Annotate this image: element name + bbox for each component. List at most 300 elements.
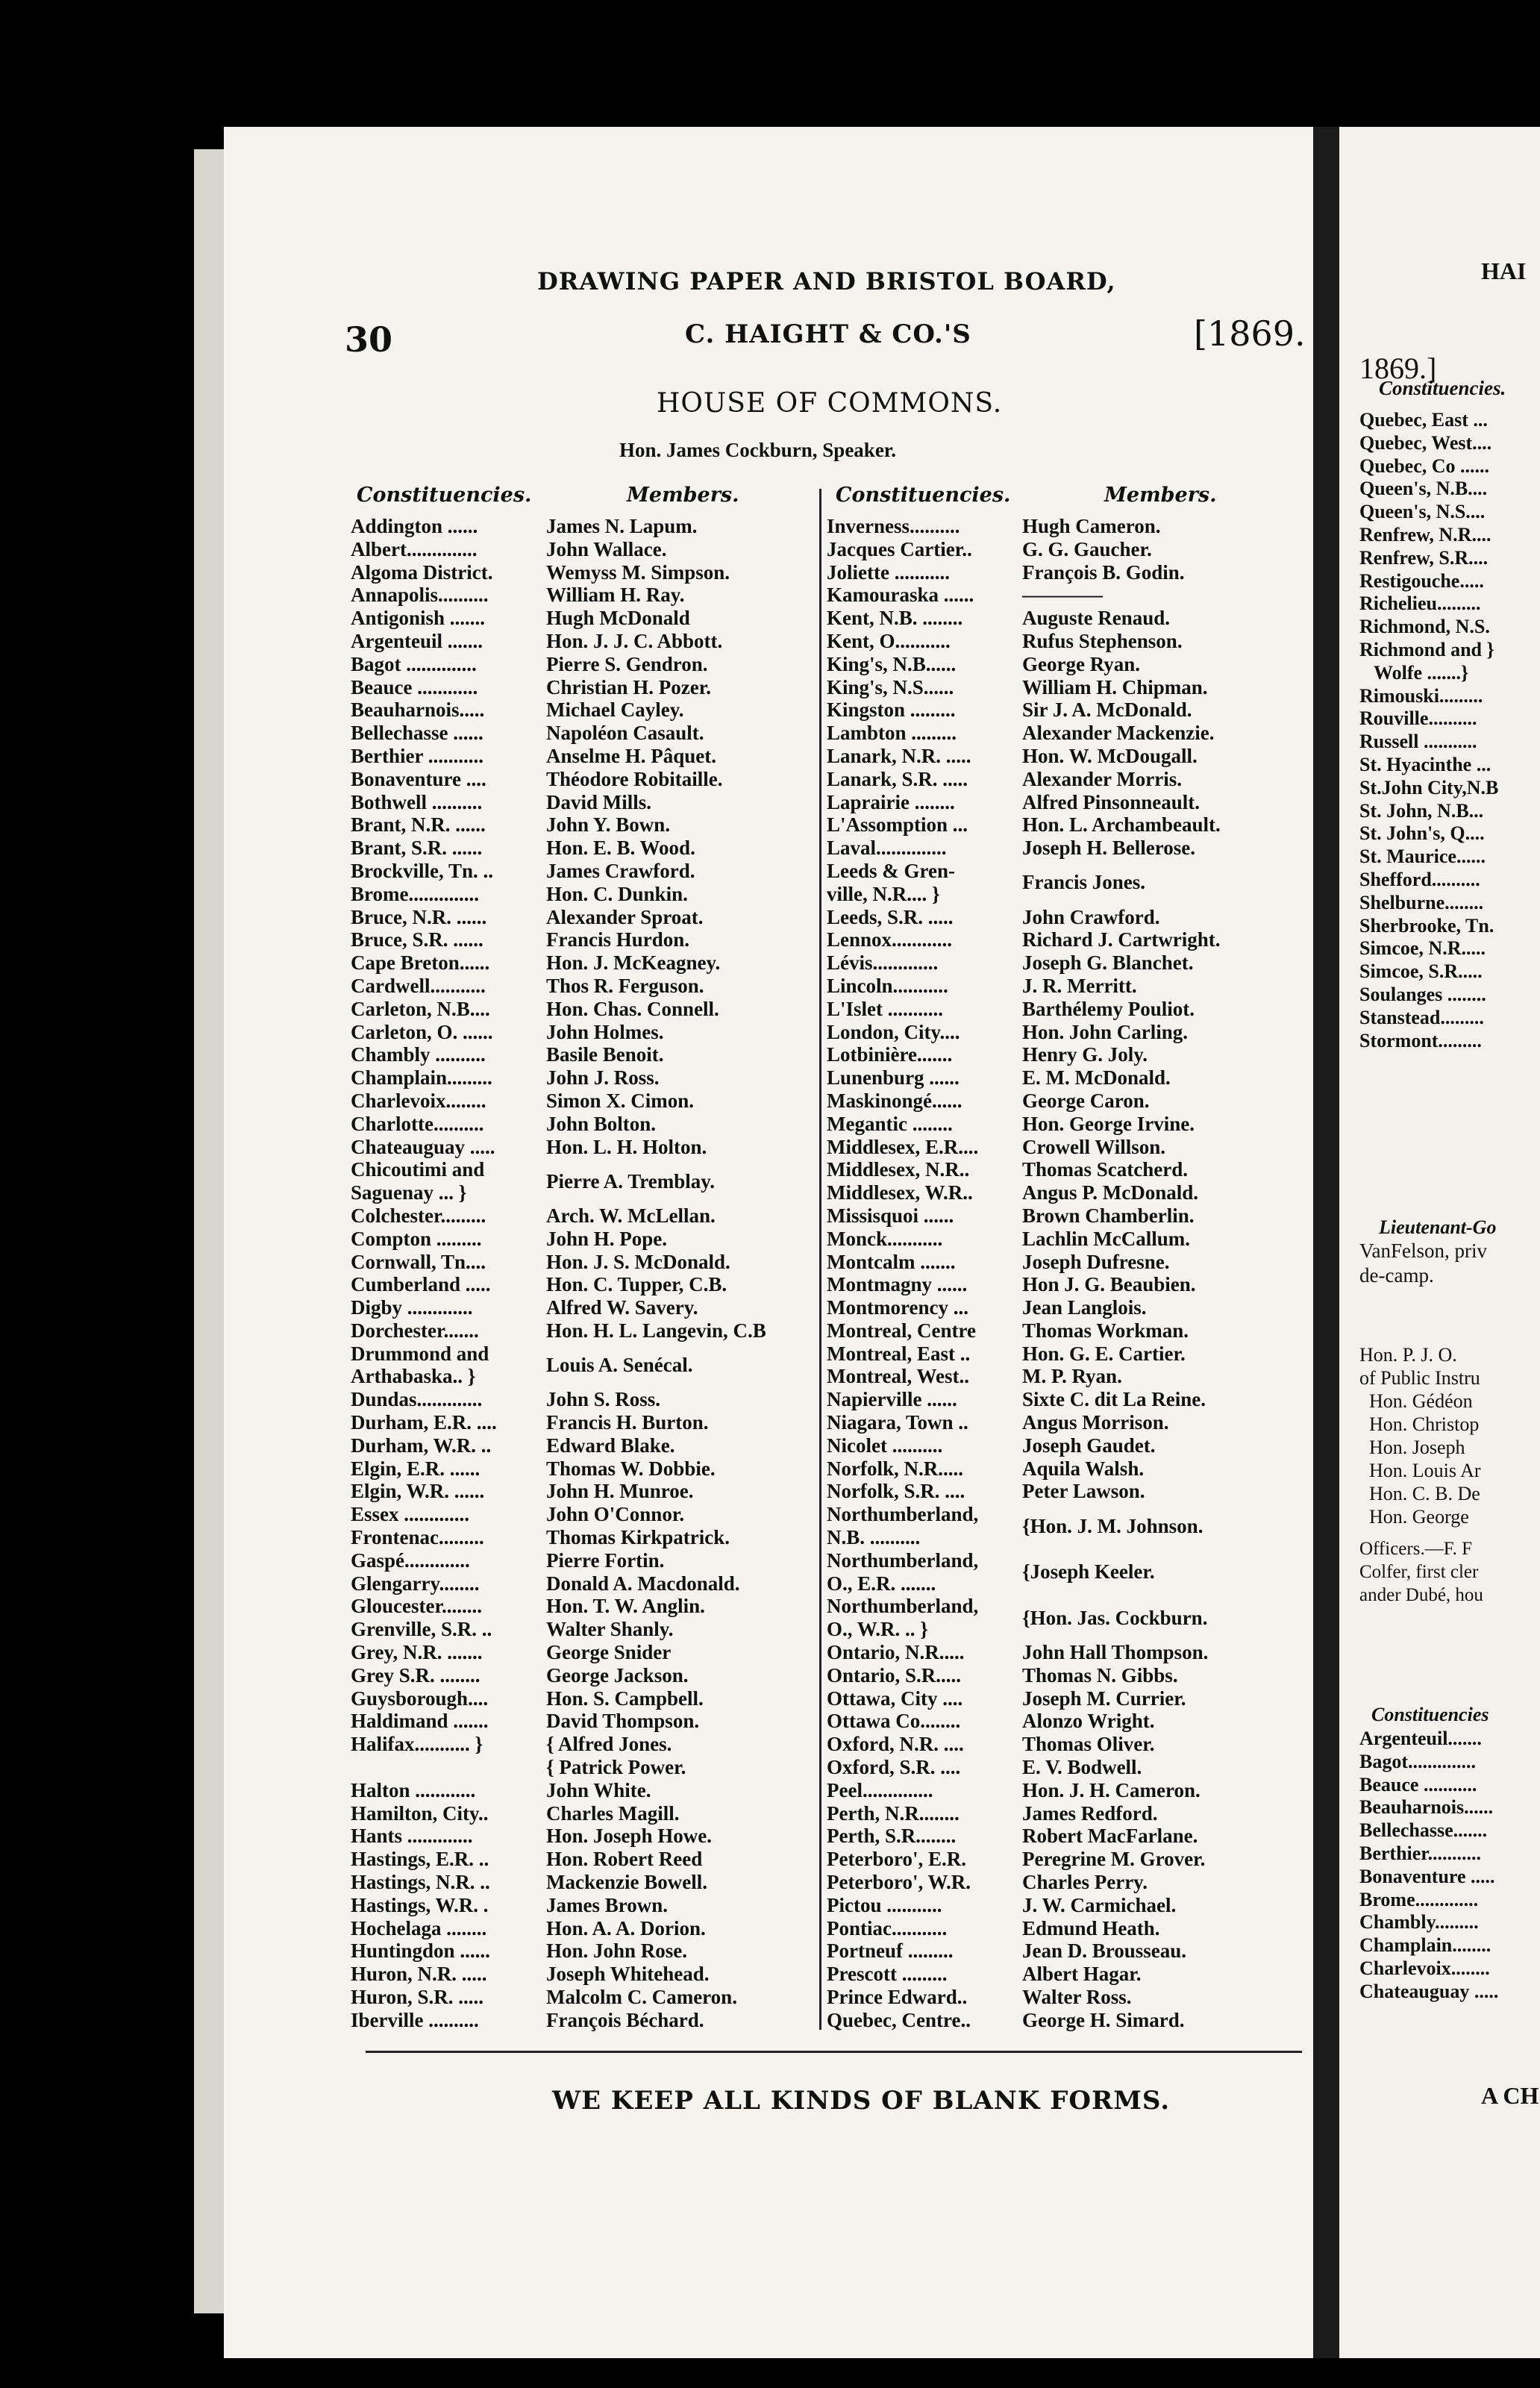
- list-item: Rimouski.........: [1359, 684, 1483, 707]
- member-name: John H. Munroe.: [546, 1480, 694, 1503]
- list-item: Brome.............: [1359, 1888, 1479, 1910]
- table-row: [827, 1434, 1221, 1457]
- right-page-list-2: [1359, 1728, 1498, 2004]
- member-name: Crowell Willson.: [1022, 1135, 1166, 1158]
- constituency-name: Bagot ..............: [351, 652, 477, 675]
- table-row: [351, 1963, 766, 1986]
- constituency-name: Charlevoix........: [351, 1089, 486, 1112]
- constituency-name: Prescott .........: [827, 1963, 948, 1986]
- constituency-name: L'Islet ...........: [827, 997, 944, 1020]
- constituency-name: Lincoln...........: [827, 974, 948, 997]
- table-row: [827, 906, 1221, 929]
- member-name: John White.: [546, 1778, 651, 1801]
- constituency-name: Norfolk, N.R.....: [827, 1457, 963, 1480]
- member-name: Hon. L. Archambeault.: [1022, 813, 1221, 837]
- constituency-name: Pontiac...........: [827, 1916, 948, 1940]
- table-row: [351, 975, 766, 998]
- table-row: [827, 1825, 1221, 1848]
- member-name: Thomas W. Dobbie.: [546, 1457, 716, 1480]
- constituency-name: Napierville ......: [827, 1388, 957, 1411]
- member-name: Hon. Chas. Connell.: [546, 997, 719, 1020]
- table-row: [827, 538, 1221, 561]
- constituency-name: Essex .............: [351, 1503, 470, 1526]
- table-row: [827, 1365, 1221, 1388]
- list-item: Stormont.........: [1359, 1029, 1482, 1051]
- constituency-name: Haldimand .......: [351, 1710, 489, 1733]
- constituency-name: Brome..............: [351, 882, 479, 905]
- table-row: [351, 1549, 766, 1572]
- table-row: [827, 1802, 1221, 1825]
- constituency-name: L'Assomption ...: [827, 813, 968, 837]
- table-row: [827, 1043, 1221, 1066]
- list-item: Quebec, West....: [1359, 431, 1492, 454]
- table-row: [351, 1090, 766, 1113]
- table-row: [351, 561, 766, 584]
- member-name: George Ryan.: [1022, 652, 1141, 675]
- member-name: J. R. Merritt.: [1022, 974, 1137, 997]
- list-item: Quebec, East ...: [1359, 409, 1488, 431]
- constituency-name: Pictou ...........: [827, 1893, 942, 1916]
- list-item: Restigouche.....: [1359, 569, 1484, 592]
- constituency-name: Cornwall, Tn....: [351, 1250, 486, 1273]
- member-name: Henry G. Joly.: [1022, 1043, 1148, 1066]
- table-row: [351, 1618, 766, 1641]
- member-name: Alexander Mackenzie.: [1022, 722, 1215, 745]
- table-row: [351, 1641, 766, 1664]
- member-name: Hon. C. Dunkin.: [546, 882, 688, 905]
- table-row: [351, 1066, 766, 1090]
- list-item: Sherbrooke, Tn.: [1359, 914, 1494, 937]
- member-name: Alfred W. Savery.: [546, 1296, 698, 1319]
- constituency-name: Kamouraska ......: [827, 584, 974, 607]
- table-row: [827, 1871, 1221, 1894]
- member-name: Angus Morrison.: [1022, 1411, 1169, 1434]
- table-row: [827, 860, 1221, 906]
- constituency-name: Peterboro', E.R.: [827, 1848, 966, 1871]
- member-name: Charles Magill.: [546, 1801, 680, 1825]
- member-name: Thomas Workman.: [1022, 1319, 1189, 1342]
- constituency-name: Beauce ............: [351, 675, 478, 698]
- constituency-name: Compton .........: [351, 1227, 482, 1250]
- constituency-name: Bonaventure ....: [351, 767, 486, 790]
- member-name: Hon. George Irvine.: [1022, 1112, 1195, 1135]
- member-name: Sixte C. dit La Reine.: [1022, 1388, 1206, 1411]
- table-row: [827, 1710, 1221, 1733]
- constituency-name: Cape Breton......: [351, 951, 490, 975]
- constituency-name: Middlesex, N.R..: [827, 1158, 970, 1181]
- table-row: [827, 1940, 1221, 1963]
- constituency-name: Bellechasse ......: [351, 722, 483, 745]
- list-item: Beauharnois......: [1359, 1796, 1494, 1819]
- constituency-name: Missisquoi ......: [827, 1204, 954, 1227]
- table-row: [827, 951, 1221, 975]
- table-row: [351, 1319, 766, 1343]
- member-name: Théodore Robitaille.: [546, 767, 723, 790]
- constituency-name: Laprairie ........: [827, 790, 955, 813]
- member-name: Thomas Kirkpatrick.: [546, 1526, 730, 1549]
- member-name: Edward Blake.: [546, 1434, 675, 1457]
- table-row: [351, 928, 766, 951]
- right-column-list: [827, 515, 1221, 2032]
- constituency-name: Nicolet ..........: [827, 1434, 943, 1457]
- member-name: Hon J. G. Beaubien.: [1022, 1273, 1196, 1296]
- member-name: Hon. Joseph Howe.: [546, 1825, 713, 1848]
- table-row: [827, 837, 1221, 860]
- book-gutter: [1313, 127, 1339, 2358]
- list-item: Renfrew, N.R....: [1359, 523, 1492, 546]
- table-row: [827, 975, 1221, 998]
- right-members-header: Members.: [1104, 484, 1217, 507]
- member-name: Pierre Fortin.: [546, 1548, 665, 1572]
- member-name: Alexander Morris.: [1022, 767, 1182, 790]
- constituency-name: Montcalm .......: [827, 1250, 956, 1273]
- constituency-name: Peel..............: [827, 1778, 933, 1801]
- constituency-name: Halifax........... }: [351, 1733, 483, 1756]
- table-row: [827, 607, 1221, 630]
- member-name: Christian H. Pozer.: [546, 675, 711, 698]
- member-name: Jean Langlois.: [1022, 1296, 1147, 1319]
- list-item: St. Hyacinthe ...: [1359, 753, 1492, 775]
- member-name: Joseph Whitehead.: [546, 1963, 710, 1986]
- constituency-name: Brockville, Tn. ..: [351, 859, 494, 882]
- member-name: Sir J. A. McDonald.: [1022, 698, 1192, 722]
- table-row: [351, 1595, 766, 1618]
- member-name: { Alfred Jones. { Patrick Power.: [546, 1733, 686, 1779]
- constituency-name: Elgin, W.R. ......: [351, 1480, 485, 1503]
- member-name: Joseph Dufresne.: [1022, 1250, 1170, 1273]
- member-name: Pierre A. Tremblay.: [546, 1169, 715, 1193]
- constituency-name: Annapolis..........: [351, 584, 489, 607]
- constituency-name: Ontario, S.R.....: [827, 1663, 962, 1687]
- constituency-name: Huron, N.R. .....: [351, 1963, 487, 1986]
- member-name: Alexander Sproat.: [546, 905, 704, 928]
- advert-bottom: WE KEEP ALL KINDS OF BLANK FORMS.: [552, 2086, 1171, 2116]
- member-name: James N. Lapum.: [546, 515, 698, 537]
- table-row: [827, 1136, 1221, 1159]
- table-row: [827, 1273, 1221, 1296]
- list-item: St.John City,N.B: [1359, 776, 1499, 798]
- constituency-name: Niagara, Town ..: [827, 1411, 968, 1434]
- table-row: [827, 1986, 1221, 2009]
- right-page-header: HAI: [1481, 257, 1527, 284]
- constituency-name: Huron, S.R. .....: [351, 1986, 484, 2008]
- list-item: Beauce ...........: [1359, 1773, 1477, 1795]
- right-page-bottom: A CH: [1481, 2082, 1539, 2109]
- constituency-name: Albert..............: [351, 537, 478, 560]
- list-item: Wolfe .......}: [1359, 661, 1469, 684]
- table-row: [827, 1894, 1221, 1917]
- table-row: [351, 1871, 766, 1894]
- advert-top: DRAWING PAPER AND BRISTOL BOARD,: [537, 267, 1116, 296]
- member-name: {Hon. J. M. Johnson.: [1022, 1514, 1203, 1537]
- member-name: ————: [1022, 584, 1103, 607]
- table-row: [351, 515, 766, 538]
- constituency-name: Leeds, S.R. .....: [827, 905, 954, 928]
- member-name: Thomas Scatcherd.: [1022, 1158, 1188, 1181]
- member-name: Mackenzie Bowell.: [546, 1871, 707, 1894]
- member-name: Angus P. McDonald.: [1022, 1181, 1199, 1204]
- constituency-name: Oxford, S.R. ....: [827, 1756, 961, 1779]
- table-row: [827, 791, 1221, 814]
- constituency-name: Drummond and Arthabaska.. }: [351, 1342, 489, 1388]
- member-name: E. V. Bodwell.: [1022, 1756, 1142, 1779]
- member-name: Thos R. Ferguson.: [546, 974, 704, 997]
- constituency-name: Gaspé.............: [351, 1548, 470, 1572]
- left-members-header: Members.: [627, 484, 739, 507]
- member-name: E. M. McDonald.: [1022, 1066, 1171, 1090]
- member-name: David Mills.: [546, 790, 652, 813]
- table-row: [351, 998, 766, 1021]
- constituency-name: Monck...........: [827, 1227, 943, 1250]
- constituency-name: Lévis.............: [827, 951, 939, 975]
- list-item: Argenteuil.......: [1359, 1728, 1482, 1749]
- right-page-council-text: Hon. P. J. O. of Public Instru Hon. Gédéon Hon. Christop Hon. Joseph Hon. Louis Ar Hon. C. B. De Hon. George: [1359, 1344, 1481, 1528]
- member-name: John S. Ross.: [546, 1388, 661, 1411]
- member-name: Charles Perry.: [1022, 1871, 1148, 1894]
- member-name: Louis A. Senécal.: [546, 1354, 693, 1377]
- table-row: [827, 676, 1221, 699]
- member-name: George Snider: [546, 1641, 672, 1664]
- constituency-name: Elgin, E.R. ......: [351, 1457, 481, 1480]
- table-row: [827, 1343, 1221, 1366]
- table-row: [351, 1251, 766, 1274]
- constituency-name: Dorchester.......: [351, 1319, 479, 1342]
- constituency-name: Glengarry........: [351, 1572, 480, 1595]
- table-row: [827, 1457, 1221, 1481]
- member-name: Edmund Heath.: [1022, 1916, 1160, 1940]
- table-row: [351, 653, 766, 676]
- table-row: [827, 1021, 1221, 1044]
- constituency-name: Kent, O...........: [827, 629, 951, 652]
- right-page-lg-text: VanFelson, priv de-camp.: [1359, 1240, 1487, 1287]
- member-name: Brown Chamberlin.: [1022, 1204, 1195, 1227]
- table-row: [827, 1848, 1221, 1871]
- member-name: Peregrine M. Grover.: [1022, 1848, 1206, 1871]
- list-item: Bagot..............: [1359, 1750, 1476, 1772]
- constituency-name: Ontario, N.R.....: [827, 1641, 965, 1664]
- constituency-name: Northumberland, O., W.R. .. }: [827, 1595, 979, 1641]
- table-row: [351, 860, 766, 883]
- member-name: John J. Ross.: [546, 1066, 660, 1090]
- list-item: Shelburne........: [1359, 891, 1484, 913]
- constituency-name: Berthier ...........: [351, 744, 483, 767]
- constituency-name: Ottawa, City ....: [827, 1687, 963, 1710]
- table-row: [827, 561, 1221, 584]
- bottom-rule: [366, 2051, 1302, 2053]
- constituency-name: Grey, N.R. .......: [351, 1641, 483, 1664]
- constituency-name: Durham, E.R. ....: [351, 1411, 497, 1434]
- left-column-list: [351, 515, 766, 2032]
- member-name: Richard J. Cartwright.: [1022, 928, 1221, 951]
- list-item: Quebec, Co ......: [1359, 454, 1490, 477]
- table-row: [827, 722, 1221, 745]
- member-name: Hon. S. Campbell.: [546, 1687, 704, 1710]
- member-name: Hon. A. A. Dorion.: [546, 1916, 706, 1940]
- member-name: {Joseph Keeler.: [1022, 1560, 1155, 1584]
- constituency-name: Digby .............: [351, 1296, 473, 1319]
- constituency-name: Cumberland .....: [351, 1273, 491, 1296]
- member-name: Francis Hurdon.: [546, 928, 690, 951]
- constituency-name: Brant, N.R. ......: [351, 813, 486, 837]
- page-number: 30: [345, 319, 393, 360]
- member-name: William H. Chipman.: [1022, 675, 1208, 698]
- list-item: Charlevoix........: [1359, 1957, 1490, 1979]
- table-row: [827, 584, 1221, 607]
- list-item: Richelieu.........: [1359, 593, 1481, 615]
- constituency-name: Hamilton, City..: [351, 1801, 489, 1825]
- table-row: [827, 1480, 1221, 1503]
- table-row: [827, 2009, 1221, 2032]
- constituency-name: Kent, N.B. ........: [827, 607, 963, 630]
- list-item: St. John, N.B...: [1359, 799, 1484, 822]
- member-name: Anselme H. Pâquet.: [546, 744, 716, 767]
- table-row: [351, 1733, 766, 1779]
- member-name: Pierre S. Gendron.: [546, 652, 708, 675]
- constituency-name: Carleton, N.B....: [351, 997, 490, 1020]
- table-row: [827, 1664, 1221, 1687]
- right-page-officers-text: Officers.—F. F Colfer, first cler ander Dubé, hou: [1359, 1539, 1483, 1605]
- list-item: Queen's, N.S....: [1359, 501, 1486, 523]
- constituency-name: Frontenac.........: [351, 1526, 484, 1549]
- page-title: HOUSE OF COMMONS.: [657, 388, 1003, 419]
- constituency-name: Chateauguay .....: [351, 1135, 495, 1158]
- member-name: Joseph Gaudet.: [1022, 1434, 1156, 1457]
- table-row: [351, 1986, 766, 2009]
- member-name: William H. Ray.: [546, 584, 685, 607]
- constituency-name: Perth, S.R........: [827, 1825, 957, 1848]
- list-item: St. Maurice......: [1359, 846, 1486, 868]
- table-row: [351, 722, 766, 745]
- member-name: John Hall Thompson.: [1022, 1641, 1209, 1664]
- member-name: Hon. J. J. C. Abbott.: [546, 629, 723, 652]
- member-name: Francis H. Burton.: [546, 1411, 709, 1434]
- constituency-name: Montreal, West..: [827, 1365, 969, 1388]
- table-row: [827, 998, 1221, 1021]
- member-name: Robert MacFarlane.: [1022, 1825, 1198, 1848]
- constituency-name: Perth, N.R........: [827, 1801, 960, 1825]
- list-item: Shefford..........: [1359, 868, 1480, 890]
- table-row: [827, 813, 1221, 837]
- table-row: [827, 1687, 1221, 1710]
- table-row: [351, 584, 766, 607]
- member-name: M. P. Ryan.: [1022, 1365, 1122, 1388]
- table-row: [351, 1848, 766, 1871]
- table-row: [827, 1181, 1221, 1204]
- right-page-year: 1869.]: [1359, 351, 1437, 385]
- table-row: [351, 1136, 766, 1159]
- table-row: [827, 1917, 1221, 1940]
- table-row: [351, 1457, 766, 1481]
- table-row: [351, 1043, 766, 1066]
- list-item: Chambly.........: [1359, 1911, 1479, 1934]
- member-name: John Crawford.: [1022, 905, 1160, 928]
- table-row: [827, 1963, 1221, 1986]
- member-name: Joseph H. Bellerose.: [1022, 837, 1195, 860]
- constituency-name: Montmorency ...: [827, 1296, 968, 1319]
- constituency-name: Middlesex, E.R....: [827, 1135, 979, 1158]
- table-row: [351, 951, 766, 975]
- list-item: Stanstead.........: [1359, 1006, 1484, 1028]
- table-row: [351, 1228, 766, 1251]
- constituency-name: Kingston .........: [827, 698, 956, 722]
- column-divider: [819, 489, 821, 2030]
- table-row: [827, 1090, 1221, 1113]
- table-row: [351, 768, 766, 791]
- member-name: Hugh McDonald: [546, 607, 690, 630]
- constituency-name: Quebec, Centre..: [827, 2008, 971, 2031]
- table-row: [827, 1251, 1221, 1274]
- constituency-name: Huntingdon ......: [351, 1940, 490, 1963]
- constituency-name: Northumberland, N.B. ..........: [827, 1503, 979, 1549]
- member-name: Hon. J. H. Cameron.: [1022, 1778, 1201, 1801]
- constituency-name: Hastings, E.R. ..: [351, 1848, 489, 1871]
- member-name: George Caron.: [1022, 1089, 1150, 1112]
- table-row: [351, 698, 766, 722]
- table-row: [351, 813, 766, 837]
- list-item: Bellechasse.......: [1359, 1819, 1488, 1842]
- publisher: C. HAIGHT & CO.'S: [685, 319, 971, 349]
- table-row: [351, 883, 766, 906]
- member-name: Aquila Walsh.: [1022, 1457, 1145, 1480]
- table-row: [827, 1595, 1221, 1641]
- list-item: Chateauguay .....: [1359, 1980, 1499, 2002]
- right-page-list: [1359, 409, 1498, 1052]
- table-row: [351, 1779, 766, 1802]
- member-name: Joseph G. Blanchet.: [1022, 951, 1194, 975]
- table-row: [827, 928, 1221, 951]
- list-item: Simcoe, N.R.....: [1359, 937, 1486, 960]
- year: [1869.: [1194, 313, 1306, 354]
- table-row: [827, 1066, 1221, 1090]
- table-row: [827, 1549, 1221, 1595]
- table-row: [827, 745, 1221, 768]
- constituency-name: London, City....: [827, 1020, 960, 1043]
- member-name: David Thompson.: [546, 1710, 700, 1733]
- list-item: Richmond and }: [1359, 638, 1494, 660]
- member-name: Thomas Oliver.: [1022, 1733, 1155, 1756]
- member-name: Hon. J. McKeagney.: [546, 951, 721, 975]
- constituency-name: Guysborough....: [351, 1687, 489, 1710]
- member-name: Arch. W. McLellan.: [546, 1204, 716, 1227]
- member-name: George Jackson.: [546, 1663, 689, 1687]
- constituency-name: Hochelaga ........: [351, 1916, 487, 1940]
- constituency-name: Norfolk, S.R. ....: [827, 1480, 965, 1503]
- member-name: Alfred Pinsonneault.: [1022, 790, 1201, 813]
- list-item: Renfrew, S.R....: [1359, 546, 1489, 569]
- constituency-name: King's, N.S......: [827, 675, 954, 698]
- member-name: James Brown.: [546, 1893, 669, 1916]
- table-row: [351, 1664, 766, 1687]
- table-row: [351, 1940, 766, 1963]
- member-name: Hon. G. E. Cartier.: [1022, 1342, 1186, 1365]
- table-row: [351, 1503, 766, 1526]
- constituency-name: Colchester.........: [351, 1204, 486, 1227]
- constituency-name: Inverness..........: [827, 515, 960, 537]
- member-name: Malcolm C. Cameron.: [546, 1986, 737, 2008]
- table-row: [351, 1388, 766, 1411]
- constituency-name: Prince Edward..: [827, 1986, 968, 2008]
- table-row: [351, 1204, 766, 1228]
- list-item: Champlain........: [1359, 1934, 1492, 1957]
- member-name: Hon. E. B. Wood.: [546, 837, 695, 860]
- table-row: [351, 1917, 766, 1940]
- constituency-name: Middlesex, W.R..: [827, 1181, 973, 1204]
- constituency-name: Lambton .........: [827, 722, 957, 745]
- member-name: Hon. John Rose.: [546, 1940, 688, 1963]
- right-page-col-header: Constituencies.: [1379, 377, 1506, 399]
- constituency-name: Montreal, Centre: [827, 1319, 976, 1342]
- constituency-name: Lanark, N.R. .....: [827, 744, 971, 767]
